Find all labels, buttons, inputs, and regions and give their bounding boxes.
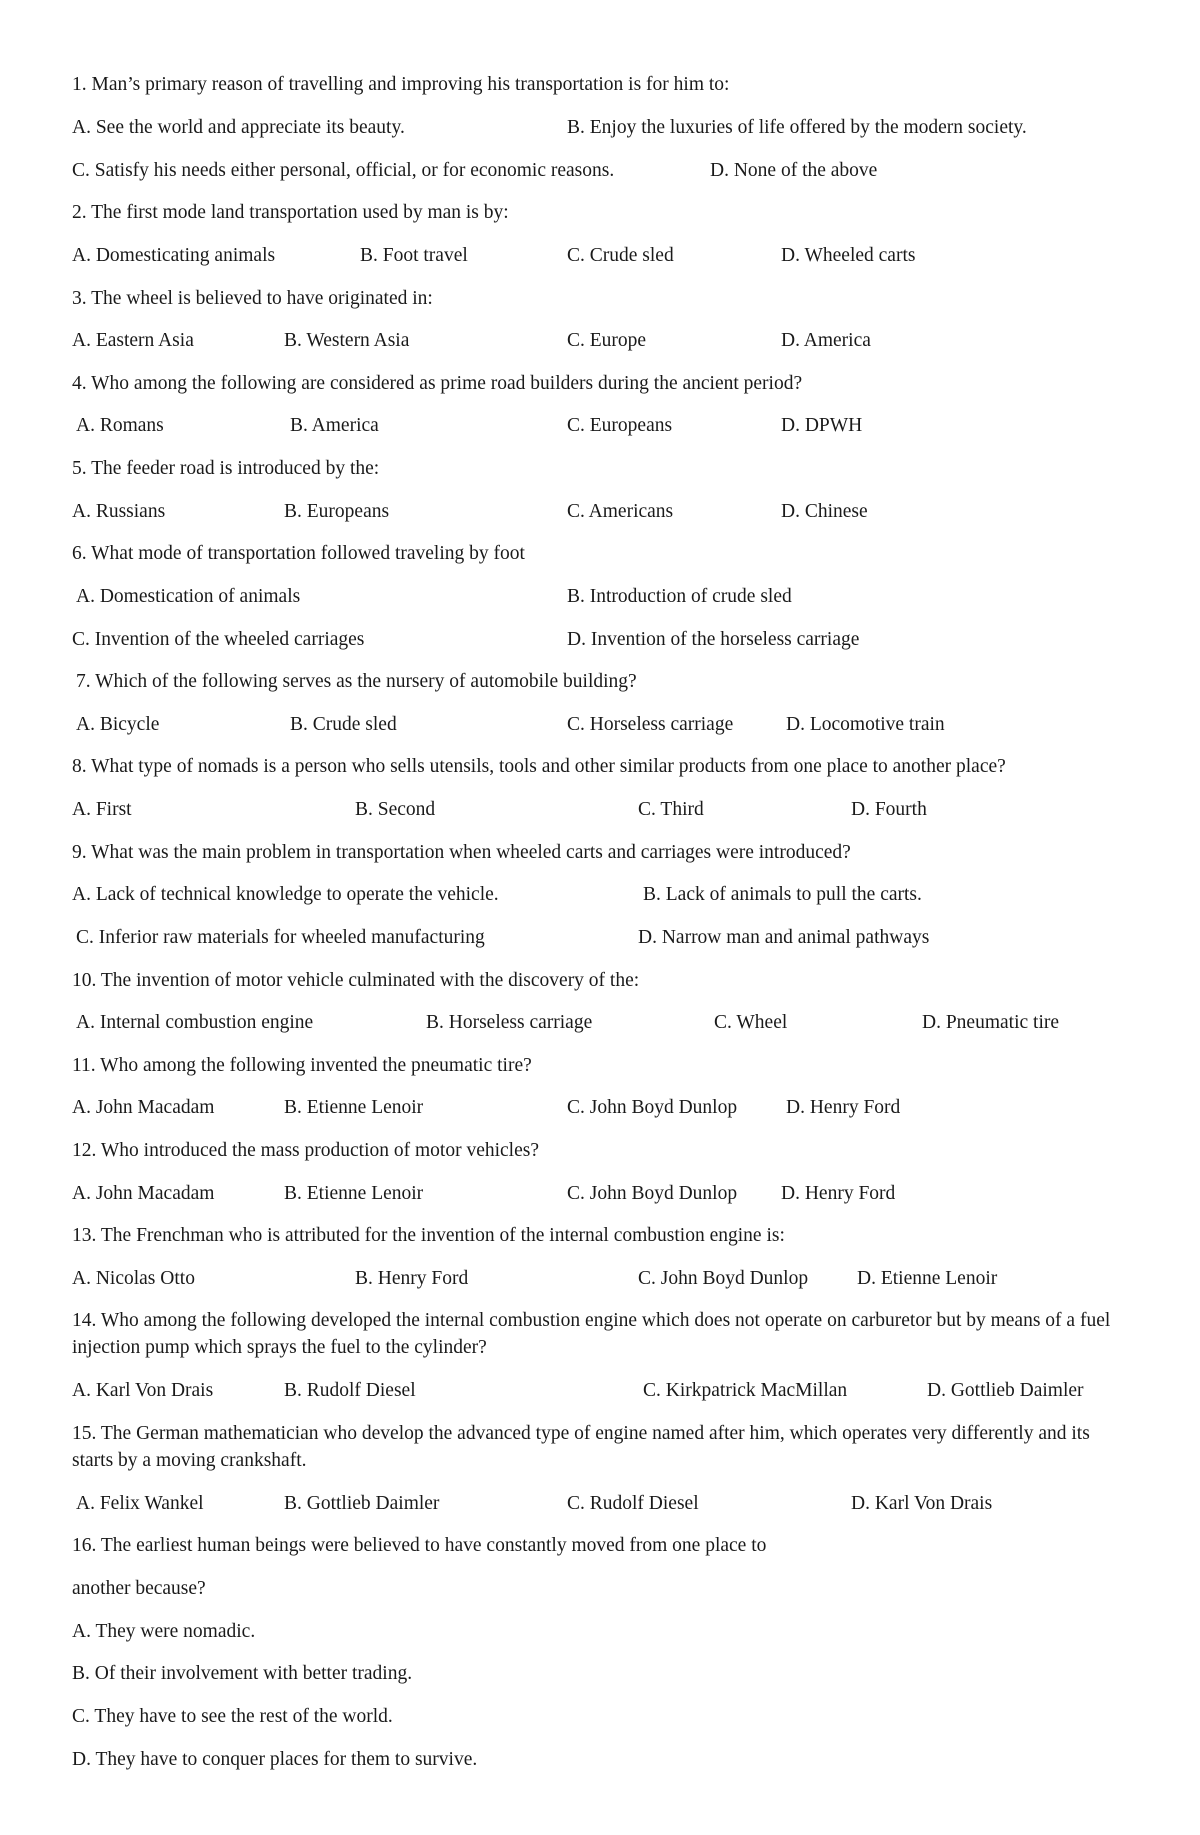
question-8-text: 8. What type of nomads is a person who sells utensils, tools and other similar products from one place to another place? <box>72 756 1006 777</box>
question-8-option-c: C. Third <box>638 799 704 820</box>
question-7-option-d: D. Locomotive train <box>786 714 945 735</box>
question-13-option-a: A. Nicolas Otto <box>72 1268 195 1289</box>
question-5-option-c: C. Americans <box>567 501 674 522</box>
question-5-text: 5. The feeder road is introduced by the: <box>72 458 380 479</box>
question-15-option-d: D. Karl Von Drais <box>851 1493 993 1514</box>
question-2-option-a: A. Domesticating animals <box>72 245 276 266</box>
question-13-option-d: D. Etienne Lenoir <box>857 1268 998 1289</box>
question-1-option-d: D. None of the above <box>710 160 878 181</box>
question-9-option-d: D. Narrow man and animal pathways <box>638 927 930 948</box>
question-7-option-a: A. Bicycle <box>76 714 160 735</box>
question-3-text: 3. The wheel is believed to have originated in: <box>72 288 433 309</box>
question-4-option-b: B. America <box>290 415 379 436</box>
question-4-option-a: A. Romans <box>76 415 164 436</box>
question-16-text-cont: another because? <box>72 1578 206 1599</box>
question-11-option-b: B. Etienne Lenoir <box>284 1097 424 1118</box>
question-10-option-b: B. Horseless carriage <box>426 1012 593 1033</box>
question-5-option-b: B. Europeans <box>284 501 390 522</box>
question-5-option-a: A. Russians <box>72 501 166 522</box>
question-9-text: 9. What was the main problem in transportation when wheeled carts and carriages were introduced? <box>72 842 851 863</box>
question-13-option-b: B. Henry Ford <box>355 1268 469 1289</box>
question-6-option-d: D. Invention of the horseless carriage <box>567 629 860 650</box>
question-6-option-c: C. Invention of the wheeled carriages <box>72 629 365 650</box>
question-13-option-c: C. John Boyd Dunlop <box>638 1268 809 1289</box>
question-8-option-b: B. Second <box>355 799 436 820</box>
question-3-option-c: C. Europe <box>567 330 647 351</box>
question-2-option-c: C. Crude sled <box>567 245 674 266</box>
question-5-option-d: D. Chinese <box>781 501 868 522</box>
question-7-option-c: C. Horseless carriage <box>567 714 734 735</box>
question-12-option-a: A. John Macadam <box>72 1183 215 1204</box>
question-12-option-c: C. John Boyd Dunlop <box>567 1183 738 1204</box>
question-16-text: 16. The earliest human beings were believed to have constantly moved from one place to <box>72 1535 767 1556</box>
question-10-text: 10. The invention of motor vehicle culminated with the discovery of the: <box>72 970 640 991</box>
question-12-option-d: D. Henry Ford <box>781 1183 896 1204</box>
question-3-option-a: A. Eastern Asia <box>72 330 194 351</box>
question-13-text: 13. The Frenchman who is attributed for the invention of the internal combustion engine is: <box>72 1225 785 1246</box>
question-8-option-d: D. Fourth <box>851 799 927 820</box>
question-15-option-b: B. Gottlieb Daimler <box>284 1493 440 1514</box>
question-1-option-b: B. Enjoy the luxuries of life offered by the modern society. <box>567 117 1027 138</box>
question-12-option-b: B. Etienne Lenoir <box>284 1183 424 1204</box>
question-3-option-b: B. Western Asia <box>284 330 410 351</box>
question-2-option-d: D. Wheeled carts <box>781 245 916 266</box>
question-9-option-c: C. Inferior raw materials for wheeled manufacturing <box>76 927 485 948</box>
question-16-option-c: C. They have to see the rest of the world. <box>72 1706 393 1727</box>
question-11-option-a: A. John Macadam <box>72 1097 215 1118</box>
question-2-text: 2. The first mode land transportation used by man is by: <box>72 202 509 223</box>
question-2-option-b: B. Foot travel <box>360 245 468 266</box>
question-15-option-a: A. Felix Wankel <box>76 1493 204 1514</box>
question-6-option-a: A. Domestication of animals <box>76 586 301 607</box>
question-8-option-a: A. First <box>72 799 132 820</box>
question-10-option-c: C. Wheel <box>714 1012 788 1033</box>
question-4-option-d: D. DPWH <box>781 415 863 436</box>
question-1-option-a: A. See the world and appreciate its beauty. <box>72 117 405 138</box>
question-4-option-c: C. Europeans <box>567 415 673 436</box>
question-14-option-c: C. Kirkpatrick MacMillan <box>643 1380 848 1401</box>
question-9-option-b: B. Lack of animals to pull the carts. <box>643 884 922 905</box>
question-9-option-a: A. Lack of technical knowledge to operate the vehicle. <box>72 884 499 905</box>
question-11-option-c: C. John Boyd Dunlop <box>567 1097 738 1118</box>
question-10-option-a: A. Internal combustion engine <box>76 1012 314 1033</box>
question-15-option-c: C. Rudolf Diesel <box>567 1493 699 1514</box>
question-16-option-d: D. They have to conquer places for them to survive. <box>72 1749 478 1770</box>
question-6-text: 6. What mode of transportation followed traveling by foot <box>72 543 525 564</box>
question-1-text: 1. Man’s primary reason of travelling and improving his transportation is for him to: <box>72 74 730 95</box>
question-16-option-b: B. Of their involvement with better trading. <box>72 1663 413 1684</box>
question-10-option-d: D. Pneumatic tire <box>922 1012 1060 1033</box>
question-11-text: 11. Who among the following invented the pneumatic tire? <box>72 1055 532 1076</box>
question-14-text: 14. Who among the following developed the internal combustion engine which does not operate on carburetor but by means of a fuel injection pump which sprays the fuel to the cylinder? <box>72 1310 1111 1358</box>
question-16-option-a: A. They were nomadic. <box>72 1621 256 1642</box>
question-14-option-d: D. Gottlieb Daimler <box>927 1380 1084 1401</box>
question-14-option-a: A. Karl Von Drais <box>72 1380 214 1401</box>
question-7-text: 7. Which of the following serves as the nursery of automobile building? <box>76 671 637 692</box>
question-3-option-d: D. America <box>781 330 871 351</box>
question-1-option-c: C. Satisfy his needs either personal, official, or for economic reasons. <box>72 160 615 181</box>
question-14-option-b: B. Rudolf Diesel <box>284 1380 416 1401</box>
question-4-text: 4. Who among the following are considered as prime road builders during the ancient period? <box>72 373 803 394</box>
question-7-option-b: B. Crude sled <box>290 714 397 735</box>
question-11-option-d: D. Henry Ford <box>786 1097 901 1118</box>
question-15-text: 15. The German mathematician who develop the advanced type of engine named after him, which operates very differently and its starts by a moving crankshaft. <box>72 1423 1090 1471</box>
question-12-text: 12. Who introduced the mass production of motor vehicles? <box>72 1140 539 1161</box>
question-6-option-b: B. Introduction of crude sled <box>567 586 792 607</box>
